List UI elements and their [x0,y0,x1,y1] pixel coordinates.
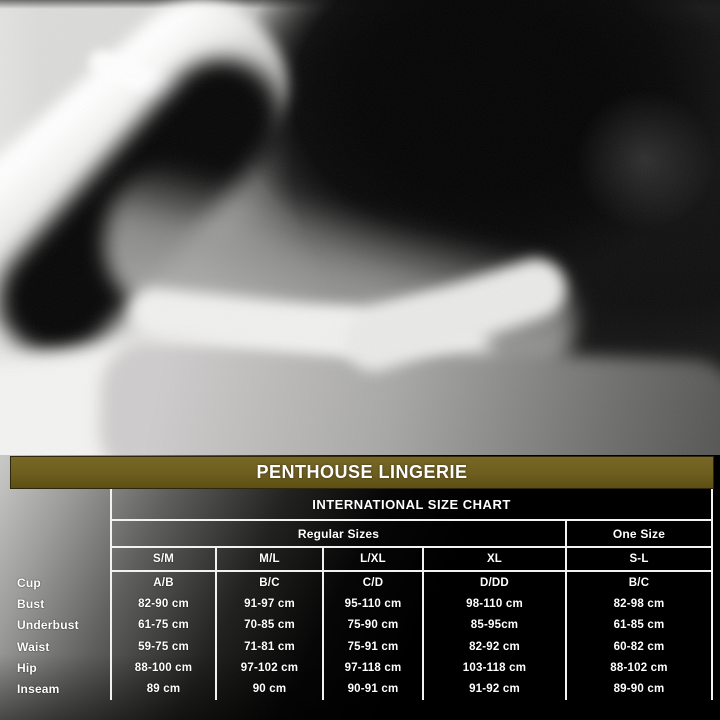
cell-inseam-sm: 89 cm [146,683,181,696]
group-header-regular-sizes: Regular Sizes [112,521,565,548]
row-label-waist: Waist [11,636,112,657]
cell-cup-onesize: B/C [565,572,713,593]
size-header-lxl: L/XL [322,548,422,572]
cell-underbust-lxl: 75-90 cm [322,615,422,636]
cell-waist-lxl: 75-91 cm [322,636,422,657]
cell-bust-ml: 91-97 cm [215,593,322,614]
cell-cup-xl: D/DD [422,572,565,593]
cell-waist-ml: 71-81 cm [215,636,322,657]
group-header-one-size: One Size [565,521,713,548]
row-label-underbust: Underbust [11,615,112,636]
cell-hip-xl: 103-118 cm [422,657,565,678]
cell-hip-onesize: 88-102 cm [565,657,713,678]
cell-hip-lxl: 97-118 cm [322,657,422,678]
cell-bust-onesize: 82-98 cm [565,593,713,614]
cell-bust-xl: 98-110 cm [422,593,565,614]
cell-bust-sm: 82-90 cm [138,597,189,610]
size-header-ml: M/L [215,548,322,572]
cell-cup-sm: A/B [153,576,174,589]
size-chart-table [11,489,713,700]
brand-banner [11,457,713,488]
size-chart-corner-cell [11,489,112,572]
cell-cup-lxl: C/D [322,572,422,593]
cell-waist-sm: 59-75 cm [138,640,189,653]
size-chart-section [0,455,720,720]
cell-inseam-xl: 91-92 cm [422,679,565,700]
row-label-inseam: Inseam [11,679,112,700]
size-header-sm: S/M [112,548,215,572]
row-label-bust: Bust [11,593,112,614]
size-header-sl: S-L [565,548,713,572]
cell-inseam-ml: 90 cm [215,679,322,700]
cell-bust-lxl: 95-110 cm [322,593,422,614]
cell-underbust-onesize: 61-85 cm [565,615,713,636]
size-header-xl: XL [422,548,565,572]
cell-cup-ml: B/C [215,572,322,593]
cell-underbust-sm: 61-75 cm [138,619,189,632]
row-label-hip: Hip [11,657,112,678]
cell-inseam-lxl: 90-91 cm [322,679,422,700]
size-chart-title: INTERNATIONAL SIZE CHART [112,489,713,521]
cell-hip-ml: 97-102 cm [215,657,322,678]
cell-hip-sm: 88-100 cm [134,661,193,674]
cell-waist-xl: 82-92 cm [422,636,565,657]
row-label-cup: Cup [11,572,112,593]
cell-waist-onesize: 60-82 cm [565,636,713,657]
cell-underbust-ml: 70-85 cm [215,615,322,636]
cell-inseam-onesize: 89-90 cm [565,679,713,700]
brand-title: PENTHOUSE LINGERIE [256,462,468,482]
cell-underbust-xl: 85-95cm [422,615,565,636]
